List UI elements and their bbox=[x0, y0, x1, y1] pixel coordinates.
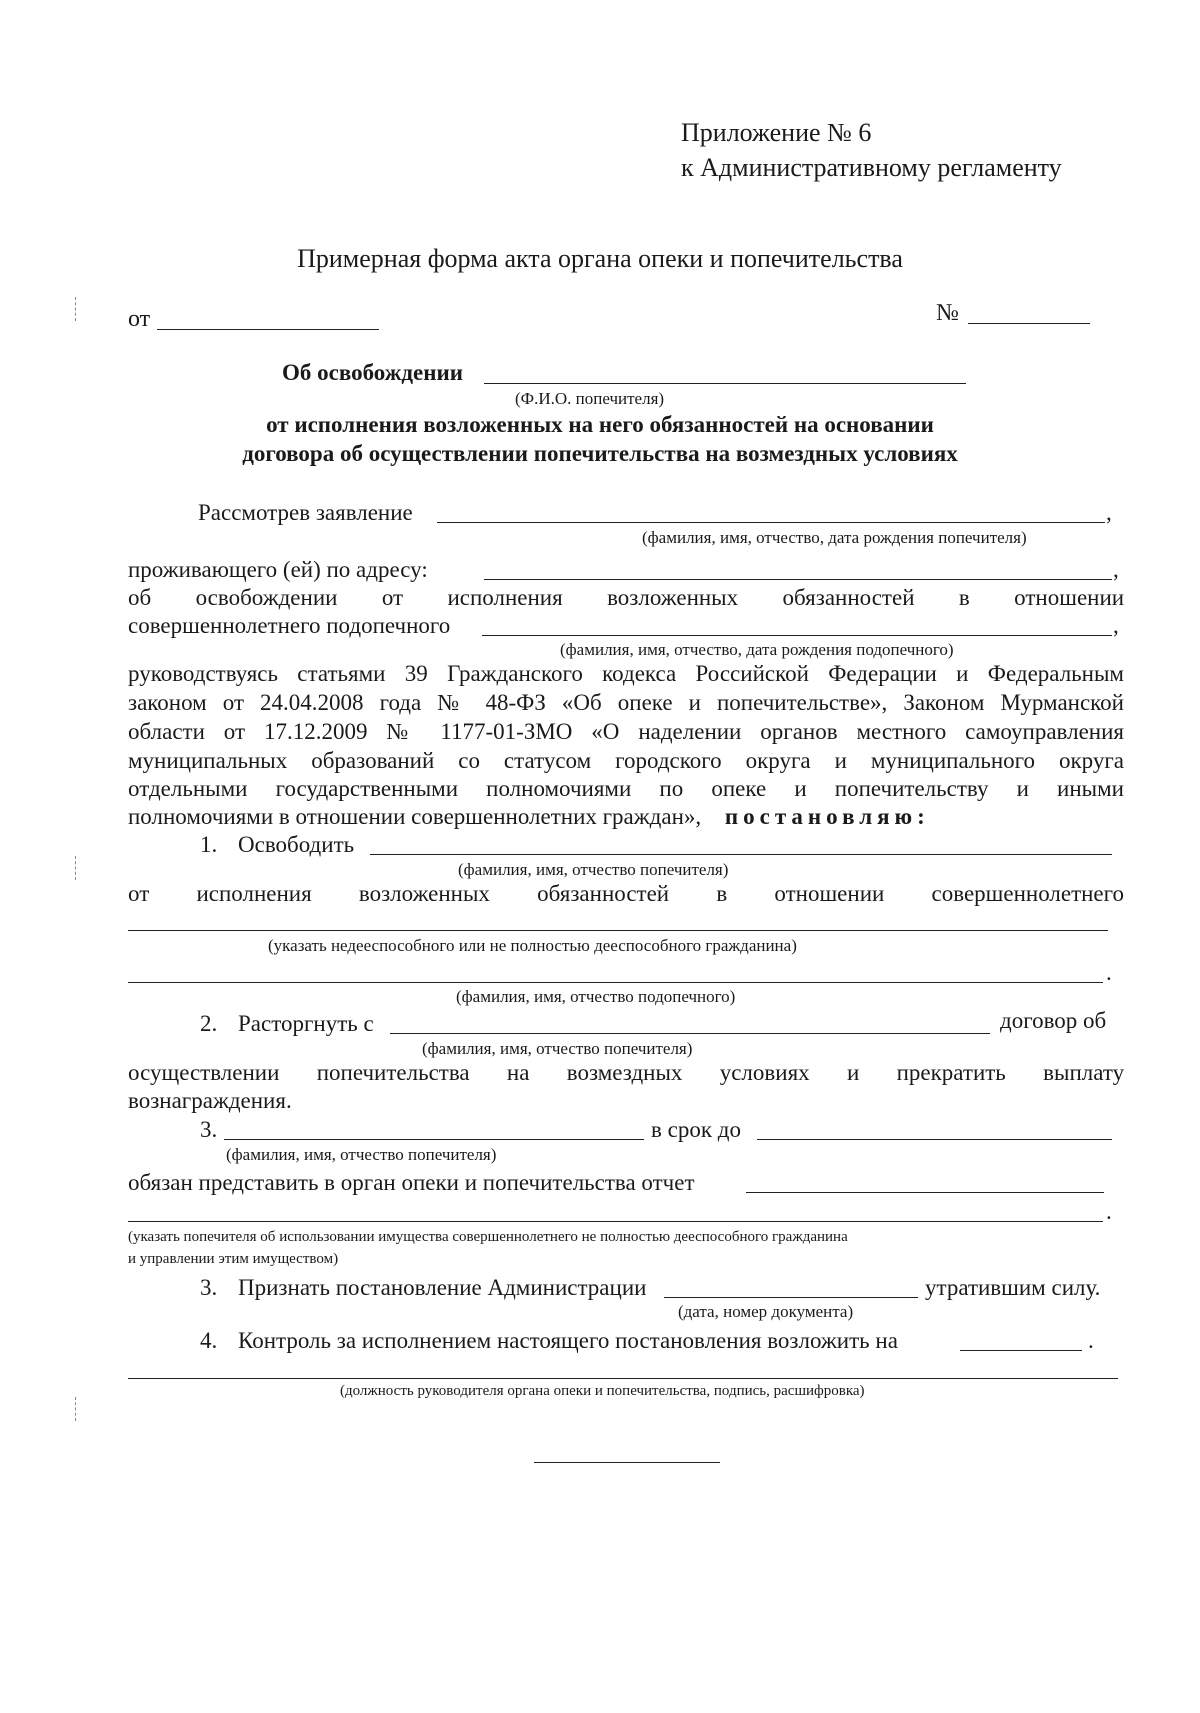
legal-line-last: полномочиями в отношении совершеннолетних граждан», постановляю: bbox=[128, 804, 930, 829]
number-label: № bbox=[936, 300, 959, 326]
item-3b-tail: утратившим силу. bbox=[925, 1275, 1101, 1300]
regulation-reference: к Административному регламенту bbox=[681, 153, 1062, 182]
item-3-report-field-2[interactable] bbox=[128, 1221, 1103, 1222]
comma: , bbox=[1113, 613, 1119, 638]
ward-label: совершеннолетнего подопечного bbox=[128, 613, 451, 638]
item-3-deadline-field[interactable] bbox=[757, 1139, 1112, 1140]
item-2-number: 2. bbox=[200, 1011, 218, 1036]
period: . bbox=[1106, 960, 1112, 985]
item-1-caption-3: (фамилия, имя, отчество подопечного) bbox=[456, 987, 736, 1006]
item-1-ward-type-field[interactable] bbox=[128, 930, 1108, 931]
legal-line: отдельными государственными полномочиями по опеке и попечительству и иными bbox=[128, 776, 1124, 801]
considered-label: Рассмотрев заявление bbox=[198, 500, 413, 525]
scan-mark bbox=[75, 856, 76, 880]
item-2-last: вознаграждения. bbox=[128, 1088, 292, 1113]
item-3-caption-2b: и управлении этим имуществом) bbox=[128, 1251, 339, 1267]
appendix-number: Приложение № 6 bbox=[681, 118, 872, 147]
release-line: об освобождении от исполнения возложенных обязанностей в отношении bbox=[128, 585, 1125, 610]
closing-separator bbox=[534, 1462, 720, 1463]
item-2-tail: договор об bbox=[1000, 1008, 1107, 1033]
item-1-guardian-field[interactable] bbox=[370, 854, 1112, 855]
decree-word: постановляю: bbox=[724, 804, 930, 829]
applicant-caption: (фамилия, имя, отчество, дата рождения попечителя) bbox=[642, 528, 1027, 547]
comma: , bbox=[1106, 500, 1112, 525]
item-2-label: Расторгнуть с bbox=[238, 1011, 374, 1036]
item-1-number: 1. bbox=[200, 832, 218, 857]
period: . bbox=[1106, 1199, 1112, 1224]
item-3-report: обязан представить в орган опеки и попечительства отчет bbox=[128, 1170, 695, 1195]
guardian-name-field[interactable] bbox=[484, 383, 966, 384]
item-3-caption-2a: (указать попечителя об использовании имущества совершеннолетнего не полностью дееспособного гражданина bbox=[128, 1229, 848, 1245]
legal-line: законом от 24.04.2008 года № 48-ФЗ «Об опеке и попечительстве», Законом Мурманской bbox=[128, 690, 1124, 715]
comma: , bbox=[1113, 557, 1119, 582]
ward-field[interactable] bbox=[482, 635, 1112, 636]
item-1-caption: (фамилия, имя, отчество попечителя) bbox=[458, 860, 729, 879]
item-3-guardian-field[interactable] bbox=[224, 1139, 644, 1140]
item-4-responsible-field[interactable] bbox=[960, 1350, 1082, 1351]
signature-caption: (должность руководителя органа опеки и попечительства, подпись, расшифровка) bbox=[340, 1383, 865, 1399]
item-3-term: в срок до bbox=[651, 1117, 741, 1142]
item-4-number: 4. bbox=[200, 1328, 218, 1353]
from-label: от bbox=[128, 306, 151, 332]
subject-line-2: договора об осуществлении попечительства на возмездных условиях bbox=[242, 441, 958, 466]
item-1-words: от исполнения возложенных обязанностей в отношении совершеннолетнего bbox=[128, 881, 1125, 906]
ward-caption: (фамилия, имя, отчество, дата рождения подопечного) bbox=[560, 640, 954, 659]
legal-line: руководствуясь статьями 39 Гражданского кодекса Российской Федерации и Федеральным bbox=[128, 661, 1124, 686]
address-field[interactable] bbox=[484, 579, 1112, 580]
item-3b-label: Признать постановление Администрации bbox=[238, 1275, 647, 1300]
date-field[interactable] bbox=[157, 329, 379, 330]
item-1-caption-2: (указать недееспособного или не полностью дееспособного гражданина) bbox=[268, 936, 797, 955]
item-4-label: Контроль за исполнением настоящего постановления возложить на bbox=[238, 1328, 898, 1353]
scan-mark bbox=[75, 1397, 76, 1421]
subject-line-1: от исполнения возложенных на него обязанностей на основании bbox=[266, 412, 934, 437]
item-3b-caption: (дата, номер документа) bbox=[678, 1302, 854, 1321]
subject-prefix: Об освобождении bbox=[282, 360, 464, 385]
signature-field[interactable] bbox=[128, 1378, 1118, 1379]
legal-line: области от 17.12.2009 № 1177-01-ЗМО «О наделении органов местного самоуправления bbox=[128, 719, 1124, 744]
address-label: проживающего (ей) по адресу: bbox=[128, 557, 428, 582]
item-2-caption: (фамилия, имя, отчество попечителя) bbox=[422, 1039, 693, 1058]
item-2-guardian-field[interactable] bbox=[390, 1033, 990, 1034]
applicant-field[interactable] bbox=[437, 522, 1105, 523]
item-3-number: 3. bbox=[200, 1117, 218, 1142]
guardian-caption: (Ф.И.О. попечителя) bbox=[515, 389, 665, 408]
item-1-ward-name-field[interactable] bbox=[128, 982, 1103, 983]
number-field[interactable] bbox=[968, 323, 1090, 324]
item-3b-document-field[interactable] bbox=[664, 1297, 918, 1298]
item-2-words: осуществлении попечительства на возмездных условиях и прекратить выплату bbox=[128, 1060, 1125, 1085]
legal-line: муниципальных образований со статусом городского округа и муниципального округа bbox=[128, 748, 1124, 773]
scan-mark bbox=[75, 297, 76, 321]
item-3-report-field[interactable] bbox=[746, 1192, 1104, 1193]
document-title: Примерная форма акта органа опеки и попечительства bbox=[297, 244, 903, 273]
item-1-label: Освободить bbox=[238, 832, 355, 857]
item-3b-number: 3. bbox=[200, 1275, 218, 1300]
period: . bbox=[1088, 1328, 1094, 1353]
item-3-caption: (фамилия, имя, отчество попечителя) bbox=[226, 1145, 497, 1164]
